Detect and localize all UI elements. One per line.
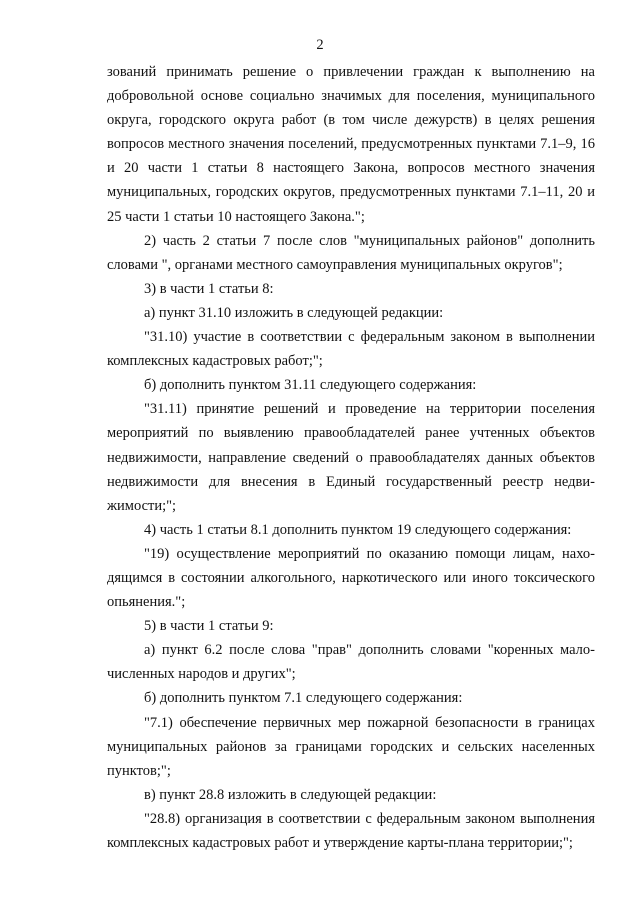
paragraph-item-4: 4) часть 1 статьи 8.1 дополнить пунктом 19 следующего содержания: — [144, 521, 572, 538]
paragraph-item-2: 2) часть 2 статьи 7 после слов "муниципальных районов" дополнить словами ", органами местного самоуправления муниципальных округов"; — [107, 232, 595, 273]
paragraph-item-3b: б) дополнить пунктом 31.11 следующего содержания: — [144, 377, 477, 394]
paragraph-item-5a: а) пункт 6.2 после слова "прав" дополнить словами "коренных малочисленных народов и других"; — [107, 642, 595, 683]
paragraph-item-3a: а) пункт 31.10 изложить в следующей редакции: — [144, 304, 444, 321]
paragraph-quote-28-8: "28.8) организация в соответствии с федеральным законом выполнения комплексных кадастровых работ и утверждение карты-плана территории;"; — [107, 810, 595, 851]
page-number: 2 — [316, 37, 324, 53]
paragraph-item-3: 3) в части 1 статьи 8: — [144, 280, 274, 297]
paragraph-item-5: 5) в части 1 статьи 9: — [144, 618, 274, 635]
paragraph-quote-19: "19) осуществление мероприятий по оказанию помощи лицам, находящимся в состоянии алкогольного, наркотического или иного токсического опьянения."; — [107, 545, 595, 611]
paragraph-quote-31-11: "31.11) принятие решений и проведение на территории поселения мероприятий по выявлению правообладателей ранее учтенных объектов недвижимости, направление сведений о правообладателях данных объектов недвижимости для внесения в Единый государственный реестр недвижимости;"; — [107, 401, 595, 514]
document-body — [107, 60, 595, 855]
paragraph-quote-31-10: "31.10) участие в соответствии с федеральным законом в выполнении комплексных кадастровых работ;"; — [107, 329, 595, 370]
paragraph-item-5b: б) дополнить пунктом 7.1 следующего содержания: — [144, 690, 463, 707]
paragraph-quote-7-1: "7.1) обеспечение первичных мер пожарной безопасности в границах муниципальных районов за границами городских и сельских населенных пунктов;"; — [107, 714, 595, 779]
paragraph-item-5c: в) пункт 28.8 изложить в следующей редакции: — [144, 786, 437, 803]
paragraph-continuation: зований принимать решение о привлечении граждан к выполнению на добровольной основе социально значимых для поселения, муниципального округа, городского округа работ (в том числе дежурств) в целях решения вопросов местного значения поселений, предусмотренных пунктами 7.1–9, 16 и 20 части 1 статьи 8 настоящего Закона, вопросов местного значения муниципальных, городских округов, предусмотренных пунктами 7.1–11, 20 и 25 части 1 статьи 10 настоящего Закона."; — [107, 64, 595, 225]
